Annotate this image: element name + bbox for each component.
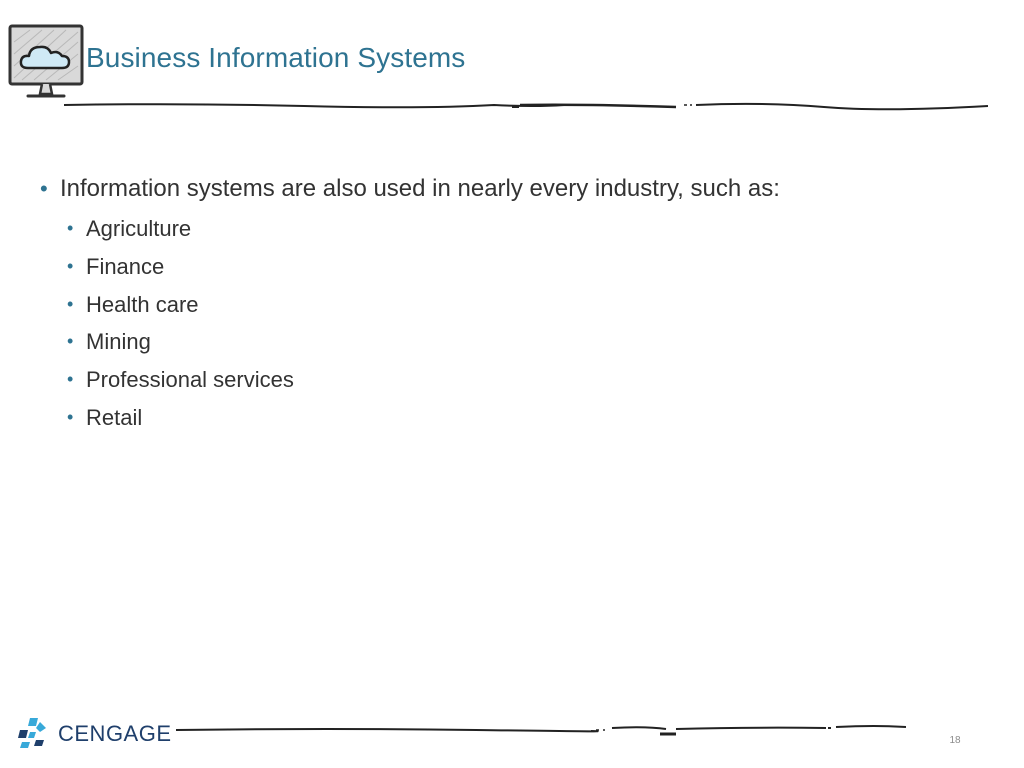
cengage-logo	[18, 716, 172, 752]
main-bullet-text: Information systems are also used in nearly every industry, such as:	[60, 175, 780, 202]
list-item	[40, 210, 780, 248]
header-divider	[64, 98, 988, 114]
bullet-icon: •	[67, 218, 74, 238]
page-number: 18	[949, 735, 961, 746]
list-item-text: Mining	[86, 329, 151, 355]
bullet-icon: •	[40, 176, 48, 201]
list-item-text: Agriculture	[86, 216, 192, 241]
list-item-text: Retail	[86, 404, 143, 430]
footer-divider	[176, 722, 906, 738]
bullet-icon: •	[67, 369, 74, 390]
cloud-monitor-icon	[6, 22, 86, 104]
main-bullet	[40, 172, 780, 206]
sub-bullet-list	[40, 210, 780, 437]
bullet-icon: •	[67, 406, 74, 427]
bullet-icon: •	[67, 293, 74, 314]
list-item	[40, 323, 780, 361]
list-item	[40, 361, 780, 399]
list-item-text: Professional services	[86, 367, 294, 393]
list-item	[40, 399, 780, 437]
list-item	[40, 286, 780, 324]
logo-text: CENGAGE	[58, 721, 172, 746]
cengage-mark-icon	[18, 716, 50, 750]
list-item-text: Health care	[86, 291, 199, 317]
slide-title: Business Information Systems	[86, 42, 466, 73]
list-item	[40, 248, 780, 286]
bullet-content	[40, 172, 780, 437]
list-item-text: Finance	[86, 253, 165, 279]
bullet-icon: •	[67, 331, 74, 352]
bullet-icon: •	[67, 255, 74, 276]
